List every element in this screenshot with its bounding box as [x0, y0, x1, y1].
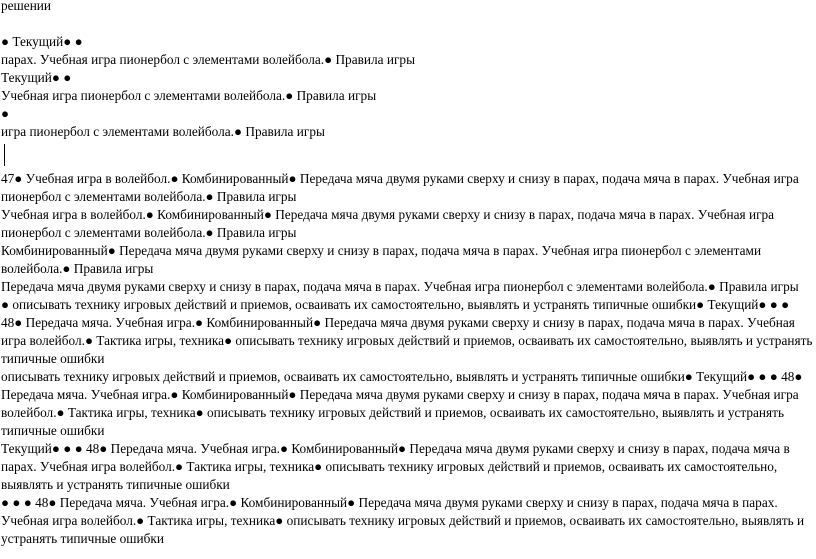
- text-line-7: игра пионербол с элементами волейбола.● Правила игры: [1, 124, 325, 139]
- text-line-4: Текущий● ●: [1, 70, 72, 85]
- paragraph-combined: Комбинированный● Передача мяча двумя руками сверху и снизу в парах, подача мяча в парах. Учебная игра пионербол с элементами волейбола.● Правила игры: [1, 243, 762, 276]
- text-line-6: ●: [1, 106, 10, 121]
- text-cursor-mark: [4, 144, 5, 166]
- paragraph-volleyball: Учебная игра в волейбол.● Комбинированный● Передача мяча двумя руками сверху и снизу в парах, подача мяча в парах. Учебная игра пионербол с элементами волейбола.● Правила игры: [1, 207, 775, 240]
- text-line-5: Учебная игра пионербол с элементами волейбола.● Правила игры: [1, 88, 377, 103]
- paragraph-technique-2: описывать технику игровых действий и приемов, осваивать их самостоятельно, выявлять и устранять типичные ошибки● Текущий● ● ● 48● Передача мяча. Учебная игра.● Комбинированный● Передача мяча двумя руками сверху и снизу в парах, подача мяча в парах. Учебная игра волейбол.● Тактика игры, техника● описывать технику игровых действий и приемов, осваивать их самостоятельно, выявлять и устранять типичные ошибки: [1, 369, 803, 438]
- text-line-3: парах. Учебная игра пионербол с элементами волейбола.● Правила игры: [1, 52, 416, 67]
- paragraph-current: Текущий● ● ● 48● Передача мяча. Учебная игра.● Комбинированный● Передача мяча двумя руками сверху и снизу в парах, подача мяча в парах. Учебная игра волейбол.● Тактика игры, техника● описывать технику игровых действий и приемов, осваивать их самостоятельно, выявлять и устранять типичные ошибки: [1, 441, 790, 492]
- blank-line: [1, 15, 813, 33]
- paragraph-48: ● ● ● 48● Передача мяча. Учебная игра.● Комбинированный● Передача мяча двумя руками сверху и снизу в парах, подача мяча в парах. Учебная игра волейбол.● Тактика игры, техника● описывать технику игровых действий и приемов, осваивать их самостоятельно, выявлять и устранять типичные ошибки: [1, 495, 805, 546]
- text-line-2: ● Текущий● ●: [1, 34, 83, 49]
- paragraph-47: 47● Учебная игра в волейбол.● Комбинированный● Передача мяча двумя руками сверху и снизу в парах, подача мяча в парах. Учебная игра пионербол с элементами волейбола.● Правила игры: [1, 171, 799, 204]
- text-line-1: решении: [1, 0, 52, 13]
- paragraph-passing: Передача мяча двумя руками сверху и снизу в парах, подача мяча в парах. Учебная игра пионербол с элементами волейбола.● Правила игры: [1, 279, 799, 294]
- paragraph-technique-1: ● описывать технику игровых действий и приемов, осваивать их самостоятельно, выявлять и устранять типичные ошибки● Текущий● ● ● 48● Передача мяча. Учебная игра.● Комбинированный● Передача мяча двумя руками сверху и снизу в парах, подача мяча в парах. Учебная игра волейбол.● Тактика игры, техника● описывать технику игровых действий и приемов, осваивать их самостоятельно, выявлять и устранять типичные ошибки: [1, 297, 813, 366]
